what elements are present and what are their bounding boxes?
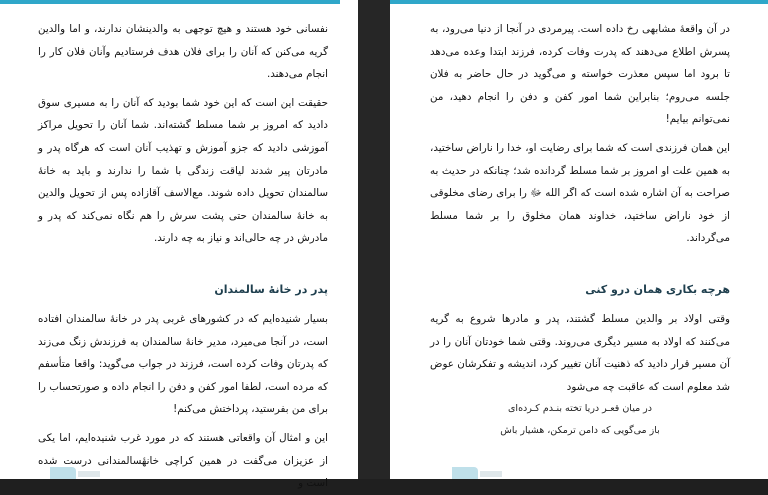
paragraph: وقتی اولاد بر والدین مسلط گشتند، پدر و مادرها شروع به گریه می‌کنند که اولاد به مسیر دیگری می‌روند. وقتی شما خودتان آنان را در آن مسیر قرار دادید که ذهنیت آنان تغییر کرد، اندیشه و تفکرشان عوض شد معلوم است که عاقبت چه می‌شود bbox=[430, 312, 730, 393]
poem-line: در میان قعـر دریا تخته بنـدم کـرده‌ای bbox=[508, 403, 652, 415]
top-accent-line bbox=[0, 0, 340, 4]
paragraph: بسیار شنیده‌ایم که در کشورهای غربی پدر در خانهٔ سالمندان افتاده است، در آنجا می‌میرد، مدیر خانهٔ سالمندان به فرزندش زنگ می‌زند که پدرتان وفات کرده است، فرزند در جواب می‌گوید: واقعا متأسفم که مرده است، لطفا امور کفن و دفن را انجام داده و صورتحساب را برای من بفرستید، پرداختش می‌کنم! bbox=[38, 312, 328, 416]
right-page-content bbox=[430, 18, 730, 442]
paragraph: نفسانی خود هستند و هیچ توجهی به والدینشان ندارند، و اما والدین گریه می‌کنن که آنان را برای فلان هدف فرستادیم وآنان فلان کار را انجام می‌دهند. bbox=[38, 23, 328, 81]
top-accent-line bbox=[390, 0, 768, 4]
page-footer-mark bbox=[480, 471, 502, 477]
section-heading: هرچه بکاری همان درو کنی bbox=[585, 282, 730, 296]
paragraph: در آن واقعهٔ مشابهی رخ داده است. پیرمردی در آنجا از دنیا می‌رود، به پسرش اطلاع می‌دهند که پدرت وفات کرده، فرزند ابتدا وعده می‌دهد تا برود اما سپس معذرت خواسته و می‌گوید در حال حاضر به فلان جلسه می‌روم؛ بنابراین شما امور کفن و دفن را انجام دهید، من نمی‌توانم بیایم! bbox=[430, 23, 730, 126]
paragraph: این همان فرزندی است که شما برای رضایت او، خدا را ناراض ساختید، به همین علت او امروز بر شما مسلط گردانده شد؛ چنانکه در حدیث به صراحت به آن اشاره شده است که اگر الله ﷻ را برای رضای مخلوقی از خود ناراض ساختید، خداوند همان مخلوق را بر شما مسلط می‌گرداند. bbox=[430, 141, 730, 245]
paragraph: این و امثال آن واقعاتی هستند که در مورد غرب شنیده‌ایم، اما یکی از عزیزان می‌گفت در همین کراچی خانهٔسالمندانی درست شده است و bbox=[38, 431, 328, 490]
left-page bbox=[0, 0, 358, 490]
poem-line: باز می‌گویی که دامن ترمکن، هشیار باش bbox=[500, 425, 660, 437]
page-footer-tab bbox=[452, 467, 478, 479]
section-heading: پدر در خانهٔ سالمندان bbox=[214, 282, 328, 296]
page-footer-tab bbox=[50, 467, 76, 479]
poem bbox=[430, 398, 730, 442]
right-page bbox=[390, 0, 768, 479]
book-gutter bbox=[358, 0, 390, 479]
paragraph: حقیقت این است که این خود شما بودید که آنان را به مسیری سوق دادید که امروز بر شما مسلط گشته‌اند. شما آنان را تحویل مراکز آموزشی دادید که جزو آموزش و تهذیب آنان است که هرگاه پدر و مادرتان پیر شدند لیاقت زندگی با شما را ندارند و باید به خانهٔ سالمندان تحویل داده شوند. مع‌الاسف آقازاده پس از تحویل والدین به خانهٔ سالمندان حتی پشت سرش را هم نگاه نمی‌کند که پدر و مادرش در چه حالی‌اند و نیاز به چه دارند. bbox=[38, 96, 328, 245]
page-footer-mark bbox=[78, 471, 100, 477]
left-page-content bbox=[38, 18, 328, 495]
